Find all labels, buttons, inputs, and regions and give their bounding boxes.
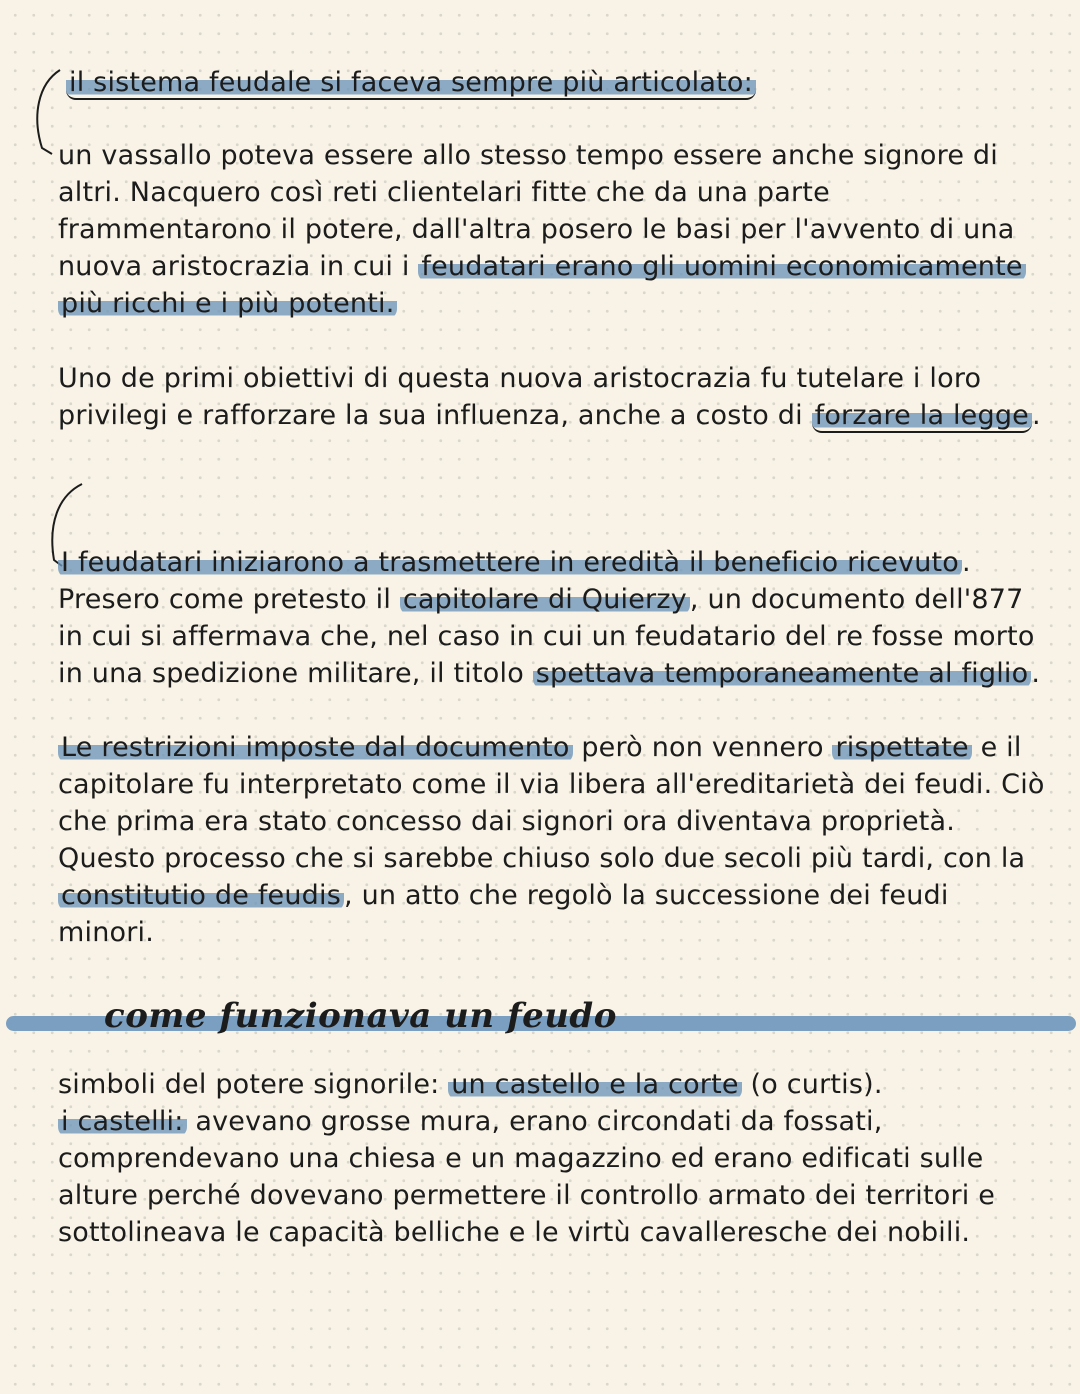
section-title: come funzionava un feudo [104,996,617,1036]
paragraph-castelli: i castelli: avevano grosse mura, erano circondati da fossati, comprendevano una chiesa e un magazzino ed erano edificati sulle alture perché dovevano permettere il controllo armato dei territori e sottolineava le capacità belliche e le virtù cavalleresche dei nobili. [58,1106,996,1248]
highlight-castelli: i castelli: [58,1106,187,1137]
highlight-feudatari: feudatari erano gli uomini economicamente più ricchi e i più potenti. [58,251,1026,319]
highlight-eredita: I feudatari iniziarono a trasmettere in eredità il beneficio ricevuto [58,547,962,578]
highlight-castello: un castello e la corte [448,1069,741,1100]
highlight-quierzy: capitolare di Quierzy [400,584,690,615]
paragraph-simboli: simboli del potere signorile: un castello e la corte (o curtis). [58,1069,883,1100]
highlight-constitutio: constitutio de feudis [58,880,344,911]
intro-line [66,64,1056,101]
paragraph-restrizioni: Le restrizioni imposte dal documento però non vennero rispettate e il capitolare fu interpretato come il via libera all'ereditarietà dei feudi. Ciò che prima era stato concesso dai signori ora diventava proprietà. Questo processo che si sarebbe chiuso solo due secoli più tardi, con la constitutio de feudis , un atto che regolò la successione dei feudi minori. [58,732,1045,948]
paragraph-obiettivi: Uno de primi obiettivi di questa nuova aristocrazia fu tutelare i loro privilegi e rafforzare la sua influenza, anche a costo di forzare la legge . [58,363,1041,431]
paragraph-vassallo: un vassallo poteva essere allo stesso tempo essere anche signore di altri. Nacquero così reti clientelari fitte che da una parte frammentarono il potere, dall'altra posero le basi per l'avvento di una nuova aristocrazia in cui i feudatari erano gli uomini economicamente più ricchi e i più potenti. [58,137,1048,322]
highlight-forzare: forzare la legge [812,400,1032,433]
highlight-figlio: spettava temporaneamente al figlio [533,658,1032,689]
highlight-restrizioni: Le restrizioni imposte dal documento [58,732,573,763]
paragraph-eredita: I feudatari iniziarono a trasmettere in eredità il beneficio ricevuto . Presero come pretesto il capitolare di Quierzy , un documento dell'877 in cui si affermava che, nel caso in cui un feudatario del re fosse morto in una spedizione militare, il titolo spettava temporaneamente al figlio . [58,547,1041,689]
highlight-rispettate: rispettate [832,732,971,763]
intro-highlight: il sistema feudale si faceva sempre più articolato: [66,67,756,100]
